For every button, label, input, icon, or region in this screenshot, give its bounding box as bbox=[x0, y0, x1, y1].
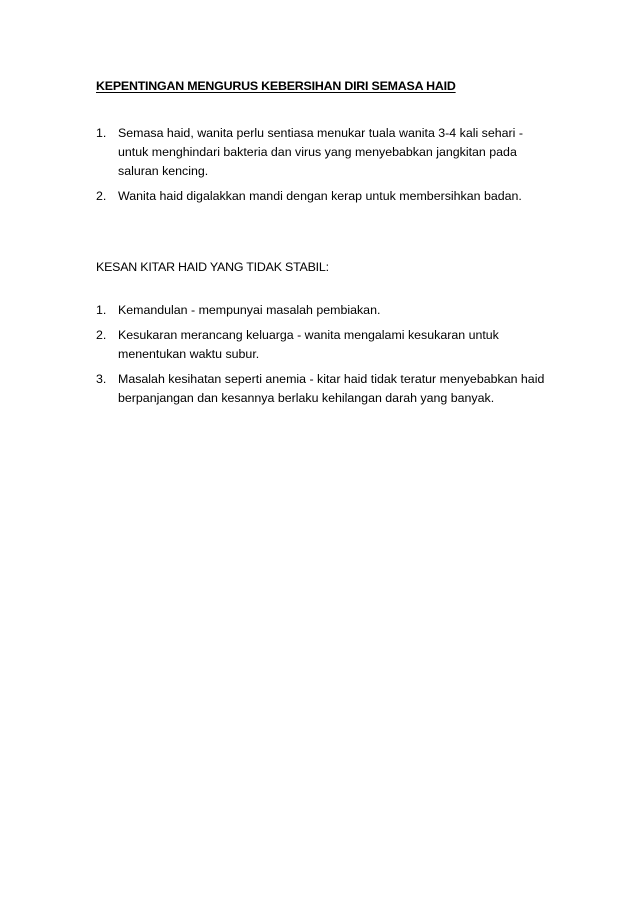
list-item-text: Semasa haid, wanita perlu sentiasa menukar tuala wanita 3-4 kali sehari - untuk menghindari bakteria dan virus yang menyebabkan jangkitan pada saluran kencing. bbox=[118, 126, 523, 178]
list-item bbox=[96, 187, 548, 206]
list-item-text: Kesukaran merancang keluarga - wanita mengalami kesukaran untuk menentukan waktu subur. bbox=[118, 328, 499, 361]
list-item-number: 1. bbox=[96, 303, 107, 317]
list-item bbox=[96, 326, 548, 364]
list-item-number: 2. bbox=[96, 328, 107, 342]
list-item-text: Wanita haid digalakkan mandi dengan kerap untuk membersihkan badan. bbox=[118, 189, 522, 203]
list-item bbox=[96, 301, 548, 320]
list-item-number: 1. bbox=[96, 126, 107, 140]
list-item-text: Kemandulan - mempunyai masalah pembiakan. bbox=[118, 303, 381, 317]
importance-list bbox=[96, 124, 548, 212]
list-item-text: Masalah kesihatan seperti anemia - kitar haid tidak teratur menyebabkan haid berpanjangan dan kesannya berlaku kehilangan darah yang banyak. bbox=[118, 372, 545, 405]
list-item bbox=[96, 370, 548, 408]
effects-list bbox=[96, 301, 548, 414]
list-item-number: 2. bbox=[96, 189, 107, 203]
section-heading-importance: KEPENTINGAN MENGURUS KEBERSIHAN DIRI SEMASA HAID bbox=[96, 79, 456, 93]
list-item-number: 3. bbox=[96, 372, 107, 386]
list-item bbox=[96, 124, 548, 181]
section-heading-effects: KESAN KITAR HAID YANG TIDAK STABIL: bbox=[96, 260, 329, 274]
